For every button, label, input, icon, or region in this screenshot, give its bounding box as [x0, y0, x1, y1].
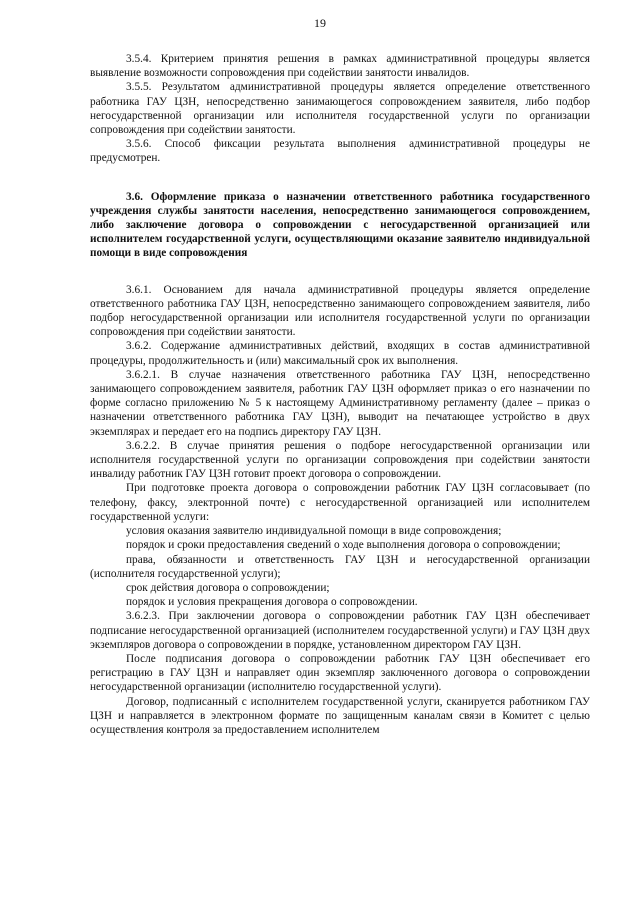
list-item-rights: права, обязанности и ответственность ГАУ ЦЗН и негосударственной организации (исполнителя государственной услуги); — [90, 553, 590, 580]
section-heading-3-6: 3.6. Оформление приказа о назначении ответственного работника государственного учреждения службы занятости населения, непосредственно занимающегося сопровождением, либо заключение договора о сопровождении с негосударственной организацией или исполнителем государственной услуги, осуществляющими оказание заявителю индивидуальной помощи в виде сопровождения — [90, 190, 590, 260]
paragraph-registration: После подписания договора о сопровождении работник ГАУ ЦЗН обеспечивает его регистрацию в ГАУ ЦЗН и направляет один экземпляр заключенного договора о сопровождении негосударственной организации (исполнителю государственной услуги). — [90, 652, 590, 694]
paragraph-3-6-2-2: 3.6.2.2. В случае принятия решения о подборе негосударственной организации или исполнителя государственной услуги по организации сопровождения при содействии занятости инвалиду работник ГАУ ЦЗН готовит проект договора о сопровождении. — [90, 439, 590, 481]
paragraph-scanning: Договор, подписанный с исполнителем государственной услуги, сканируется работником ГАУ ЦЗН и направляется в электронном формате по защищенным каналам связи в Комитет с целью осуществления контроля за предоставлением исполнителем — [90, 695, 590, 736]
paragraph-3-5-5: 3.5.5. Результатом административной процедуры является определение ответственного работника ГАУ ЦЗН, непосредственно занимающегося сопровождением заявителя, либо подбор негосударственной организации или исполнителя государственной услуги по организации сопровождения при содействии занятости. — [90, 81, 590, 137]
list-item-term: срок действия договора о сопровождении; — [126, 581, 330, 594]
paragraph-3-6-1: 3.6.1. Основанием для начала административной процедуры является определение ответственного работника ГАУ ЦЗН, непосредственно занимающего сопровождением заявителя, либо подбор негосударственной организации или исполнителя государственной услуги по организации сопровождения при содействии занятости. — [90, 283, 590, 339]
document-body — [90, 52, 590, 737]
paragraph-3-5-4: 3.5.4. Критерием принятия решения в рамках административной процедуры является выявление возможности сопровождения при содействии занятости инвалидов. — [90, 53, 590, 80]
list-item-reporting: порядок и сроки предоставления сведений о ходе выполнения договора о сопровождении; — [126, 539, 561, 552]
list-item-termination: порядок и условия прекращения договора о сопровождении. — [126, 596, 418, 609]
spacer — [90, 166, 590, 190]
paragraph-3-6-2: 3.6.2. Содержание административных действий, входящих в состав административной процедуры, продолжительность и (или) максимальный срок их выполнения. — [90, 340, 590, 367]
list-item-conditions: условия оказания заявителю индивидуальной помощи в виде сопровождения; — [126, 525, 502, 538]
paragraph-3-6-2-3: 3.6.2.3. При заключении договора о сопровождении работник ГАУ ЦЗН обеспечивает подписание негосударственной организацией (исполнителем государственной услуги) и ГАУ ЦЗН двух экземпляров договора о сопровождении в порядке, установленном директором ГАУ ЦЗН. — [90, 610, 590, 651]
paragraph-3-6-2-1: 3.6.2.1. В случае назначения ответственного работника ГАУ ЦЗН, непосредственно занимающего сопровождением заявителя, работник ГАУ ЦЗН оформляет приказ о его назначении по форме согласно приложению № 5 к настоящему Административному регламенту (далее – приказ о назначении ответственного работника ГАУ ЦЗН), выводит на печатающее устройство в двух экземплярах и передает его на подпись директору ГАУ ЦЗН. — [90, 368, 590, 438]
spacer — [90, 261, 590, 283]
page-number: 19 — [314, 16, 326, 30]
paragraph-3-5-6: 3.5.6. Способ фиксации результата выполнения административной процедуры не предусмотрен. — [90, 138, 590, 165]
paragraph-preparation: При подготовке проекта договора о сопровождении работник ГАУ ЦЗН согласовывает (по телефону, факсу, электронной почте) с негосударственной организацией или исполнителем государственной услуги: — [90, 482, 590, 523]
